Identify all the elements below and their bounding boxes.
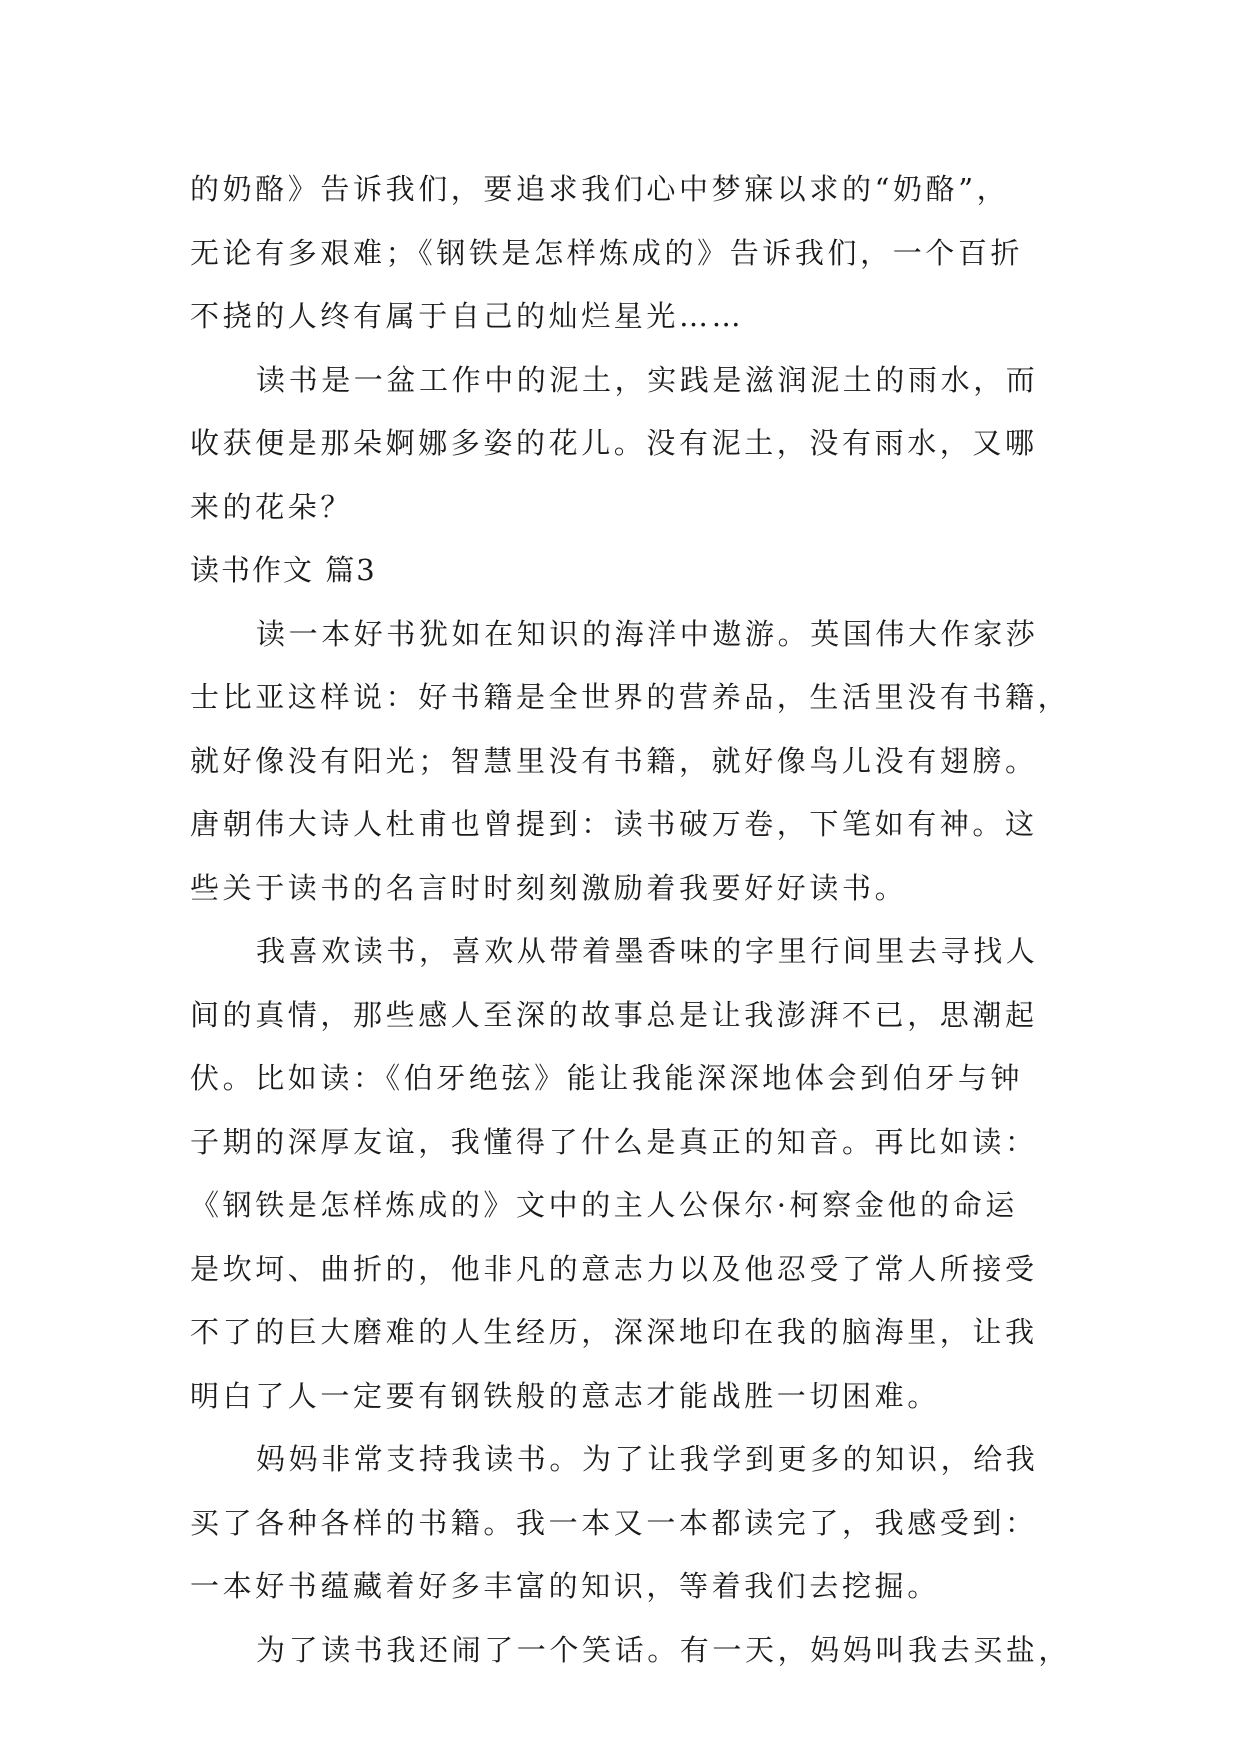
text-line: 就好像没有阳光；智慧里没有书籍，就好像鸟儿没有翅膀。 bbox=[190, 743, 1038, 778]
text-line: 间的真情，那些感人至深的故事总是让我澎湃不已，思潮起 bbox=[190, 997, 1038, 1032]
text-line: 唐朝伟大诗人杜甫也曾提到：读书破万卷，下笔如有神。这 bbox=[190, 807, 1038, 841]
text-line: 我喜欢读书，喜欢从带着墨香味的字里行间里去寻找人 bbox=[256, 934, 1039, 968]
text-line: 读一本好书犹如在知识的海洋中遨游。英国伟大作家莎 bbox=[256, 616, 1039, 651]
document-body bbox=[190, 158, 1072, 1682]
text-line: 的奶酪》告诉我们，要追求我们心中梦寐以求的“奶酪”， bbox=[190, 172, 1010, 206]
text-line: 无论有多艰难；《钢铁是怎样炼成的》告诉我们，一个百折 bbox=[190, 235, 1024, 270]
text-line: 不挠的人终有属于自己的灿烂星光…… bbox=[190, 299, 745, 333]
text-line: 为了读书我还闹了一个笑话。有一天，妈妈叫我去买盐， bbox=[256, 1632, 1072, 1667]
text-line: 收获便是那朵婀娜多姿的花儿。没有泥土，没有雨水，又哪 bbox=[190, 426, 1038, 460]
text-line: 士比亚这样说：好书籍是全世界的营养品，生活里没有书籍， bbox=[190, 680, 1071, 714]
text-line: 买了各种各样的书籍。我一本又一本都读完了，我感受到： bbox=[190, 1505, 1038, 1540]
section-heading: 读书作文 篇3 bbox=[190, 553, 377, 587]
text-line: 来的花朵？ bbox=[190, 489, 354, 524]
text-line: 《钢铁是怎样炼成的》文中的主人公保尔·柯察金他的命运 bbox=[190, 1188, 1018, 1222]
text-line: 妈妈非常支持我读书。为了让我学到更多的知识，给我 bbox=[256, 1442, 1039, 1476]
text-line: 伏。比如读：《伯牙绝弦》能让我能深深地体会到伯牙与钟 bbox=[190, 1061, 1024, 1095]
text-line: 读书是一盆工作中的泥土，实践是滋润泥土的雨水，而 bbox=[256, 362, 1039, 397]
text-line: 子期的深厚友谊，我懂得了什么是真正的知音。再比如读： bbox=[190, 1124, 1038, 1159]
text-line: 一本好书蕴藏着好多丰富的知识，等着我们去挖掘。 bbox=[190, 1569, 940, 1603]
text-line: 明白了人一定要有钢铁般的意志才能战胜一切困难。 bbox=[190, 1378, 940, 1413]
text-line: 些关于读书的名言时时刻刻激励着我要好好读书。 bbox=[190, 870, 908, 905]
text-line: 不了的巨大磨难的人生经历，深深地印在我的脑海里，让我 bbox=[190, 1315, 1038, 1349]
text-line: 是坎坷、曲折的，他非凡的意志力以及他忍受了常人所接受 bbox=[190, 1251, 1038, 1286]
